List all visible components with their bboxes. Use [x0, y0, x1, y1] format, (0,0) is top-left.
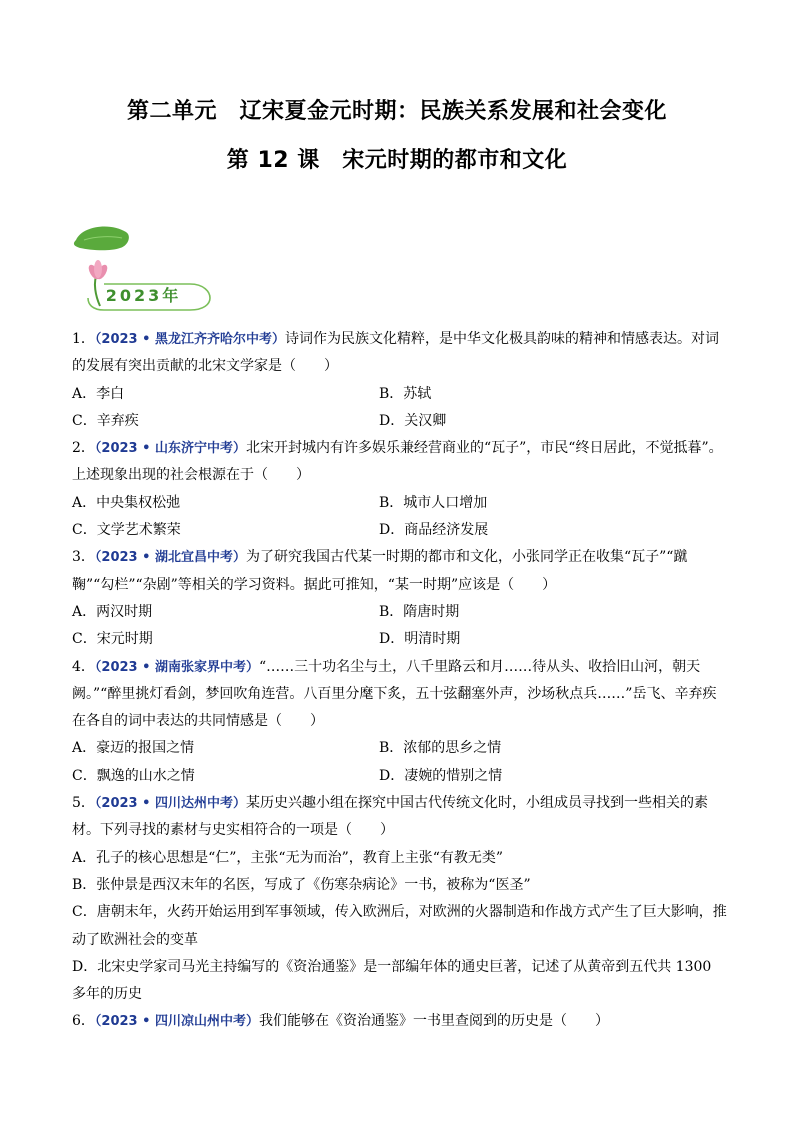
option-a: A．孔子的核心思想是“仁”，主张“无为而治”，教育上主张“有教无类” — [72, 849, 504, 866]
unit-title: 第二单元 辽宋夏金元时期：民族关系发展和社会变化 — [126, 99, 667, 124]
option-a: A．李白 — [72, 385, 125, 402]
option-c: C．辛弃疾 — [72, 412, 139, 429]
option-d: D．关汉卿 — [379, 412, 447, 429]
question-stem: 诗词作为民族文化精粹，是中华文化极具韵味的精神和情感表达。对词的发展有突出贡献的北宋文学家是（ ） — [72, 331, 719, 375]
source-tag: （2023 • 山东济宁中考） — [94, 441, 246, 457]
question-number: 3． — [72, 549, 95, 566]
option-d: D．商品经济发展 — [379, 522, 489, 539]
source-tag: （2023 • 湖北宜昌中考） — [94, 550, 246, 566]
option-d: D．北宋史学家司马光主持编写的《资治通鉴》是一部编年体的通史巨著，记述了从黄帝到五代共 1300 多年的历史 — [72, 958, 712, 1003]
question-3 — [72, 544, 727, 653]
option-d: D．明清时期 — [379, 631, 461, 648]
option-a: A．两汉时期 — [72, 603, 153, 620]
question-number: 5． — [72, 795, 95, 812]
question-number: 4． — [72, 658, 95, 675]
option-b: B．苏轼 — [379, 385, 432, 402]
option-b: B．浓郁的思乡之情 — [379, 740, 502, 757]
question-6 — [72, 1008, 727, 1035]
option-b: B．张仲景是西汉末年的名医，写成了《伤寒杂病论》一书，被称为“医圣” — [72, 876, 531, 893]
question-stem: 我们能够在《资治通鉴》一书里查阅到的历史是（ ） — [258, 1013, 609, 1030]
question-1 — [72, 326, 727, 435]
question-number: 1． — [72, 331, 95, 347]
source-tag: （2023 • 湖南张家界中考） — [94, 659, 259, 675]
option-c: C．宋元时期 — [72, 631, 153, 648]
question-number: 6． — [72, 1013, 95, 1030]
question-stem: 北宋开封城内有许多娱乐兼经营商业的“瓦子”，市民“终日居此，不觉抵暮”。上述现象出现的社会根源在于（ ） — [72, 440, 723, 484]
question-2 — [72, 435, 727, 544]
question-5 — [72, 790, 727, 1008]
source-tag: （2023 • 黑龙江齐齐哈尔中考） — [94, 332, 285, 347]
question-number: 2． — [72, 440, 95, 457]
lesson-title: 第 12 课 宋元时期的都市和文化 — [226, 148, 568, 173]
option-b: B．城市人口增加 — [379, 494, 488, 511]
question-4 — [72, 654, 727, 790]
question-stem: “……三十功名尘与土，八千里路云和月……待从头、收拾旧山河，朝天阙。”“醉里挑灯看剑，梦回吹角连营。八百里分麾下炙，五十弦翻塞外声，沙场秋点兵……”岳飞、辛弃疾在各自的词中表达的共同情感是（ ） — [72, 658, 717, 730]
option-c: C．飘逸的山水之情 — [72, 767, 195, 784]
option-c: C．文学艺术繁荣 — [72, 522, 181, 539]
question-stem: 为了研究我国古代某一时期的都市和文化，小张同学正在收集“瓦子”“蹴鞠”“勾栏”“杂剧”等相关的学习资料。据此可推知，“某一时期”应该是（ ） — [72, 549, 688, 593]
source-tag: （2023 • 四川达州中考） — [94, 796, 246, 812]
question-stem: 某历史兴趣小组在探究中国古代传统文化时，小组成员寻找到一些相关的素材。下列寻找的素材与史实相符合的一项是（ ） — [72, 795, 708, 839]
option-a: A．豪迈的报国之情 — [72, 740, 195, 757]
option-d: D．凄婉的惜别之情 — [379, 767, 503, 784]
option-c: C．唐朝末年，火药开始运用到军事领域，传入欧洲后，对欧洲的火器制造和作战方式产生了巨大影响，推动了欧洲社会的变革 — [72, 904, 727, 948]
option-b: B．隋唐时期 — [379, 603, 460, 620]
lotus-leaf — [74, 226, 129, 250]
lotus-flower — [87, 260, 110, 281]
year-badge-label: 2023年 — [105, 286, 182, 305]
option-a: A．中央集权松弛 — [72, 494, 181, 511]
question-list — [72, 326, 727, 1036]
source-tag: （2023 • 四川凉山州中考） — [94, 1014, 259, 1030]
